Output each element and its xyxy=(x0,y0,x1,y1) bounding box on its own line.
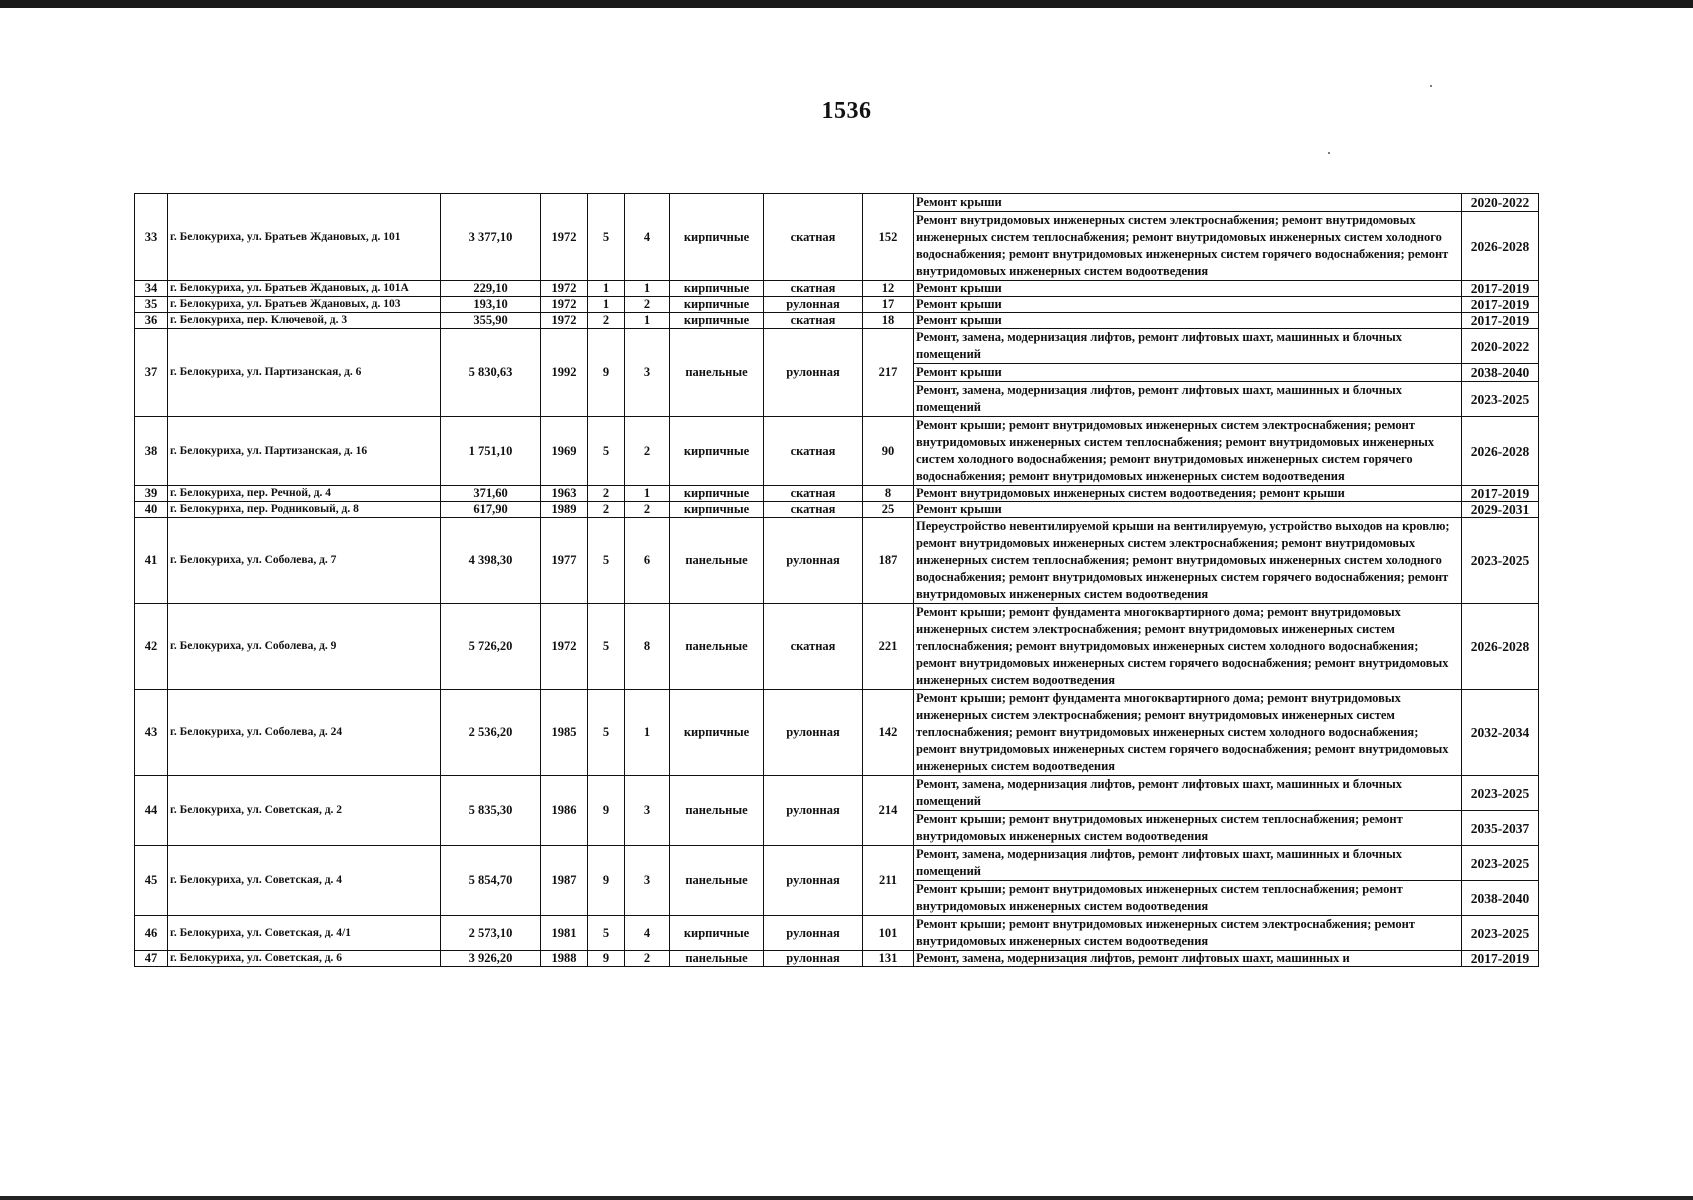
floors-cell: 5 xyxy=(588,194,625,281)
works-period-cell: 2023-2025 xyxy=(1462,846,1539,881)
row-number: 36 xyxy=(135,313,168,329)
entrances-cell: 8 xyxy=(625,604,670,690)
walls-material-cell: панельные xyxy=(670,776,764,846)
year-cell: 1987 xyxy=(541,846,588,916)
year-cell: 1972 xyxy=(541,297,588,313)
row-number: 45 xyxy=(135,846,168,916)
works-description-cell: Ремонт крыши xyxy=(914,313,1462,329)
table-row xyxy=(135,951,1539,967)
scan-border-top xyxy=(0,0,1693,8)
table-row xyxy=(135,194,1539,212)
residents-cell: 214 xyxy=(863,776,914,846)
entrances-cell: 2 xyxy=(625,297,670,313)
works-description-cell: Ремонт, замена, модернизация лифтов, ремонт лифтовых шахт, машинных и блочных помещений xyxy=(914,329,1462,364)
residents-cell: 217 xyxy=(863,329,914,417)
works-description-cell: Ремонт, замена, модернизация лифтов, ремонт лифтовых шахт, машинных и блочных помещений xyxy=(914,776,1462,811)
year-cell: 1963 xyxy=(541,486,588,502)
works-description-cell: Ремонт крыши; ремонт внутридомовых инженерных систем теплоснабжения; ремонт внутридомовых инженерных систем водоотведения xyxy=(914,811,1462,846)
housing-registry-table xyxy=(134,193,1539,967)
residents-cell: 8 xyxy=(863,486,914,502)
walls-material-cell: кирпичные xyxy=(670,486,764,502)
address-cell: г. Белокуриха, ул. Соболева, д. 7 xyxy=(168,518,441,604)
works-period-cell: 2023-2025 xyxy=(1462,518,1539,604)
area-cell: 3 926,20 xyxy=(441,951,541,967)
row-number: 39 xyxy=(135,486,168,502)
area-cell: 2 536,20 xyxy=(441,690,541,776)
walls-material-cell: панельные xyxy=(670,604,764,690)
area-cell: 5 835,30 xyxy=(441,776,541,846)
year-cell: 1986 xyxy=(541,776,588,846)
residents-cell: 90 xyxy=(863,417,914,486)
entrances-cell: 3 xyxy=(625,776,670,846)
address-cell: г. Белокуриха, ул. Соболева, д. 24 xyxy=(168,690,441,776)
walls-material-cell: кирпичные xyxy=(670,194,764,281)
area-cell: 2 573,10 xyxy=(441,916,541,951)
row-number: 47 xyxy=(135,951,168,967)
walls-material-cell: кирпичные xyxy=(670,502,764,518)
entrances-cell: 3 xyxy=(625,329,670,417)
year-cell: 1972 xyxy=(541,281,588,297)
year-cell: 1989 xyxy=(541,502,588,518)
area-cell: 1 751,10 xyxy=(441,417,541,486)
area-cell: 355,90 xyxy=(441,313,541,329)
residents-cell: 131 xyxy=(863,951,914,967)
residents-cell: 187 xyxy=(863,518,914,604)
works-description-cell: Ремонт внутридомовых инженерных систем электроснабжения; ремонт внутридомовых инженерных систем теплоснабжения; ремонт внутридомовых инженерных систем холодного водоснабжения; ремонт внутридомовых инженерных систем горячего водоснабжения; ремонт внутридомовых инженерных систем водоотведения xyxy=(914,212,1462,281)
roof-type-cell: рулонная xyxy=(764,951,863,967)
year-cell: 1992 xyxy=(541,329,588,417)
area-cell: 193,10 xyxy=(441,297,541,313)
works-period-cell: 2017-2019 xyxy=(1462,313,1539,329)
row-number: 42 xyxy=(135,604,168,690)
works-description-cell: Ремонт крыши; ремонт внутридомовых инженерных систем теплоснабжения; ремонт внутридомовых инженерных систем водоотведения xyxy=(914,881,1462,916)
walls-material-cell: кирпичные xyxy=(670,916,764,951)
entrances-cell: 4 xyxy=(625,194,670,281)
year-cell: 1969 xyxy=(541,417,588,486)
year-cell: 1972 xyxy=(541,604,588,690)
address-cell: г. Белокуриха, ул. Советская, д. 4/1 xyxy=(168,916,441,951)
residents-cell: 152 xyxy=(863,194,914,281)
address-cell: г. Белокуриха, ул. Советская, д. 2 xyxy=(168,776,441,846)
works-description-cell: Ремонт крыши; ремонт внутридомовых инженерных систем электроснабжения; ремонт внутридомовых инженерных систем водоотведения xyxy=(914,916,1462,951)
residents-cell: 25 xyxy=(863,502,914,518)
table-row xyxy=(135,417,1539,486)
area-cell: 5 726,20 xyxy=(441,604,541,690)
roof-type-cell: рулонная xyxy=(764,916,863,951)
entrances-cell: 1 xyxy=(625,486,670,502)
works-period-cell: 2035-2037 xyxy=(1462,811,1539,846)
row-number: 37 xyxy=(135,329,168,417)
works-period-cell: 2023-2025 xyxy=(1462,776,1539,811)
floors-cell: 1 xyxy=(588,281,625,297)
floors-cell: 5 xyxy=(588,518,625,604)
table-row xyxy=(135,846,1539,881)
works-description-cell: Ремонт крыши xyxy=(914,364,1462,382)
roof-type-cell: скатная xyxy=(764,417,863,486)
floors-cell: 2 xyxy=(588,502,625,518)
table-row xyxy=(135,690,1539,776)
walls-material-cell: панельные xyxy=(670,329,764,417)
works-period-cell: 2017-2019 xyxy=(1462,297,1539,313)
address-cell: г. Белокуриха, ул. Братьев Ждановых, д. 101А xyxy=(168,281,441,297)
year-cell: 1977 xyxy=(541,518,588,604)
table-row xyxy=(135,486,1539,502)
walls-material-cell: кирпичные xyxy=(670,417,764,486)
walls-material-cell: кирпичные xyxy=(670,297,764,313)
address-cell: г. Белокуриха, ул. Партизанская, д. 16 xyxy=(168,417,441,486)
residents-cell: 12 xyxy=(863,281,914,297)
roof-type-cell: рулонная xyxy=(764,776,863,846)
walls-material-cell: панельные xyxy=(670,951,764,967)
roof-type-cell: скатная xyxy=(764,604,863,690)
entrances-cell: 6 xyxy=(625,518,670,604)
scan-border-bottom xyxy=(0,1196,1693,1200)
works-period-cell: 2032-2034 xyxy=(1462,690,1539,776)
residents-cell: 221 xyxy=(863,604,914,690)
area-cell: 229,10 xyxy=(441,281,541,297)
floors-cell: 2 xyxy=(588,313,625,329)
address-cell: г. Белокуриха, пер. Ключевой, д. 3 xyxy=(168,313,441,329)
works-period-cell: 2023-2025 xyxy=(1462,916,1539,951)
year-cell: 1985 xyxy=(541,690,588,776)
floors-cell: 1 xyxy=(588,297,625,313)
works-description-cell: Ремонт, замена, модернизация лифтов, ремонт лифтовых шахт, машинных и блочных помещений xyxy=(914,846,1462,881)
entrances-cell: 2 xyxy=(625,951,670,967)
floors-cell: 5 xyxy=(588,916,625,951)
floors-cell: 5 xyxy=(588,690,625,776)
roof-type-cell: скатная xyxy=(764,502,863,518)
table-row xyxy=(135,518,1539,604)
area-cell: 4 398,30 xyxy=(441,518,541,604)
table-row xyxy=(135,297,1539,313)
works-period-cell: 2017-2019 xyxy=(1462,281,1539,297)
floors-cell: 2 xyxy=(588,486,625,502)
residents-cell: 101 xyxy=(863,916,914,951)
year-cell: 1981 xyxy=(541,916,588,951)
row-number: 41 xyxy=(135,518,168,604)
works-period-cell: 2026-2028 xyxy=(1462,604,1539,690)
works-period-cell: 2029-2031 xyxy=(1462,502,1539,518)
area-cell: 5 830,63 xyxy=(441,329,541,417)
roof-type-cell: рулонная xyxy=(764,329,863,417)
table-row xyxy=(135,329,1539,364)
walls-material-cell: панельные xyxy=(670,518,764,604)
row-number: 33 xyxy=(135,194,168,281)
walls-material-cell: кирпичные xyxy=(670,281,764,297)
roof-type-cell: рулонная xyxy=(764,690,863,776)
entrances-cell: 2 xyxy=(625,417,670,486)
row-number: 35 xyxy=(135,297,168,313)
works-description-cell: Ремонт, замена, модернизация лифтов, ремонт лифтовых шахт, машинных и xyxy=(914,951,1462,967)
works-period-cell: 2020-2022 xyxy=(1462,329,1539,364)
address-cell: г. Белокуриха, ул. Советская, д. 6 xyxy=(168,951,441,967)
works-period-cell: 2017-2019 xyxy=(1462,951,1539,967)
walls-material-cell: панельные xyxy=(670,846,764,916)
works-description-cell: Ремонт крыши; ремонт фундамента многоквартирного дома; ремонт внутридомовых инженерных систем электроснабжения; ремонт внутридомовых инженерных систем теплоснабжения; ремонт внутридомовых инженерных систем холодного водоснабжения; ремонт внутридомовых инженерных систем горячего водоснабжения; ремонт внутридомовых инженерных систем водоотведения xyxy=(914,604,1462,690)
table-row xyxy=(135,281,1539,297)
entrances-cell: 4 xyxy=(625,916,670,951)
address-cell: г. Белокуриха, ул. Советская, д. 4 xyxy=(168,846,441,916)
table-row xyxy=(135,502,1539,518)
roof-type-cell: скатная xyxy=(764,194,863,281)
roof-type-cell: скатная xyxy=(764,313,863,329)
row-number: 43 xyxy=(135,690,168,776)
year-cell: 1988 xyxy=(541,951,588,967)
works-period-cell: 2017-2019 xyxy=(1462,486,1539,502)
residents-cell: 211 xyxy=(863,846,914,916)
works-period-cell: 2026-2028 xyxy=(1462,417,1539,486)
entrances-cell: 1 xyxy=(625,313,670,329)
area-cell: 3 377,10 xyxy=(441,194,541,281)
residents-cell: 18 xyxy=(863,313,914,329)
address-cell: г. Белокуриха, пер. Речной, д. 4 xyxy=(168,486,441,502)
address-cell: г. Белокуриха, ул. Соболева, д. 9 xyxy=(168,604,441,690)
entrances-cell: 1 xyxy=(625,281,670,297)
works-description-cell: Ремонт крыши xyxy=(914,297,1462,313)
entrances-cell: 3 xyxy=(625,846,670,916)
works-description-cell: Ремонт крыши xyxy=(914,502,1462,518)
page-number: 1536 xyxy=(821,98,872,124)
entrances-cell: 2 xyxy=(625,502,670,518)
works-description-cell: Ремонт крыши; ремонт внутридомовых инженерных систем электроснабжения; ремонт внутридомовых инженерных систем теплоснабжения; ремонт внутридомовых инженерных систем холодного водоснабжения; ремонт внутридомовых инженерных систем горячего водоснабжения; ремонт внутридомовых инженерных систем водоотведения xyxy=(914,417,1462,486)
registry-body xyxy=(135,194,1539,967)
walls-material-cell: кирпичные xyxy=(670,313,764,329)
works-period-cell: 2038-2040 xyxy=(1462,364,1539,382)
year-cell: 1972 xyxy=(541,194,588,281)
residents-cell: 17 xyxy=(863,297,914,313)
works-period-cell: 2026-2028 xyxy=(1462,212,1539,281)
floors-cell: 9 xyxy=(588,776,625,846)
address-cell: г. Белокуриха, ул. Братьев Ждановых, д. 103 xyxy=(168,297,441,313)
floors-cell: 9 xyxy=(588,951,625,967)
works-description-cell: Переустройство невентилируемой крыши на вентилируемую, устройство выходов на кровлю; ремонт внутридомовых инженерных систем электроснабжения; ремонт внутридомовых инженерных систем теплоснабжения; ремонт внутридомовых инженерных систем холодного водоснабжения; ремонт внутридомовых инженерных систем горячего водоснабжения; ремонт внутридомовых инженерных систем водоотведения xyxy=(914,518,1462,604)
area-cell: 371,60 xyxy=(441,486,541,502)
works-period-cell: 2038-2040 xyxy=(1462,881,1539,916)
walls-material-cell: кирпичные xyxy=(670,690,764,776)
works-description-cell: Ремонт крыши; ремонт фундамента многоквартирного дома; ремонт внутридомовых инженерных систем электроснабжения; ремонт внутридомовых инженерных систем теплоснабжения; ремонт внутридомовых инженерных систем холодного водоснабжения; ремонт внутридомовых инженерных систем горячего водоснабжения; ремонт внутридомовых инженерных систем водоотведения xyxy=(914,690,1462,776)
floors-cell: 9 xyxy=(588,846,625,916)
row-number: 40 xyxy=(135,502,168,518)
address-cell: г. Белокуриха, пер. Родниковый, д. 8 xyxy=(168,502,441,518)
row-number: 38 xyxy=(135,417,168,486)
table-row xyxy=(135,776,1539,811)
works-description-cell: Ремонт крыши xyxy=(914,194,1462,212)
roof-type-cell: рулонная xyxy=(764,518,863,604)
table-row xyxy=(135,604,1539,690)
row-number: 46 xyxy=(135,916,168,951)
row-number: 44 xyxy=(135,776,168,846)
works-description-cell: Ремонт внутридомовых инженерных систем водоотведения; ремонт крыши xyxy=(914,486,1462,502)
entrances-cell: 1 xyxy=(625,690,670,776)
scan-speck xyxy=(1430,85,1432,87)
table-row xyxy=(135,313,1539,329)
area-cell: 5 854,70 xyxy=(441,846,541,916)
residents-cell: 142 xyxy=(863,690,914,776)
works-period-cell: 2023-2025 xyxy=(1462,382,1539,417)
roof-type-cell: рулонная xyxy=(764,297,863,313)
works-description-cell: Ремонт, замена, модернизация лифтов, ремонт лифтовых шахт, машинных и блочных помещений xyxy=(914,382,1462,417)
works-description-cell: Ремонт крыши xyxy=(914,281,1462,297)
row-number: 34 xyxy=(135,281,168,297)
year-cell: 1972 xyxy=(541,313,588,329)
floors-cell: 9 xyxy=(588,329,625,417)
table-row xyxy=(135,916,1539,951)
address-cell: г. Белокуриха, ул. Партизанская, д. 6 xyxy=(168,329,441,417)
roof-type-cell: рулонная xyxy=(764,846,863,916)
scan-speck xyxy=(1328,152,1330,154)
address-cell: г. Белокуриха, ул. Братьев Ждановых, д. 101 xyxy=(168,194,441,281)
floors-cell: 5 xyxy=(588,604,625,690)
roof-type-cell: скатная xyxy=(764,486,863,502)
area-cell: 617,90 xyxy=(441,502,541,518)
roof-type-cell: скатная xyxy=(764,281,863,297)
works-period-cell: 2020-2022 xyxy=(1462,194,1539,212)
floors-cell: 5 xyxy=(588,417,625,486)
